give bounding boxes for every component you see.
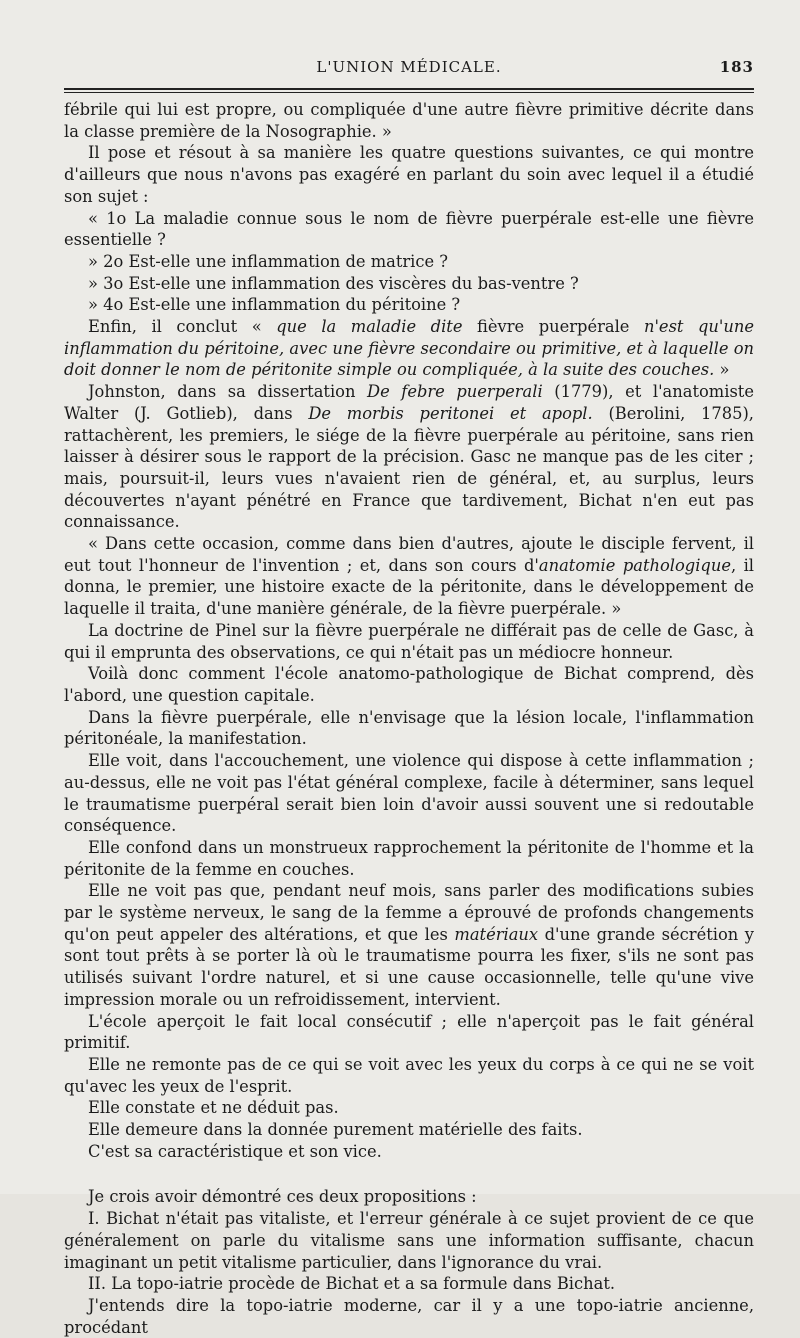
paragraph-text: fébrile qui lui est propre, ou compliquée d'une autre fièvre primitive décrite dans la classe première de la Nosographie. »: [64, 100, 754, 141]
italic-run: matériaux: [454, 924, 539, 944]
paragraph-text: Elle voit, dans l'accouchement, une violence qui dispose à cette inflammation ; au-dessus, elle ne voit pas l'état général complexe, facile à déterminer, sans lequel le traumatisme puerpéral serait bien loin d'avoir aussi souvent une si redoutable conséquence.: [64, 751, 754, 836]
paragraph: [64, 837, 754, 880]
header-rule: [64, 88, 754, 93]
question-item: [64, 294, 754, 316]
paragraph-text: C'est sa caractéristique et son vice.: [88, 1141, 382, 1161]
paragraph: [64, 1054, 754, 1097]
text-run: (Berolini, 1785), rattachèrent, les premiers, le siége de la fièvre puerpérale au péritoine, sans rien laisser à désirer sous le rapport de la précision. Gasc ne manque pas de les citer ; mais, poursuit-il, leurs vues n'avaient rien de général, et, au surplus, leurs découvertes n'ayant pénétré en France que tardivement, Bichat n'en eut pas connaissance.: [64, 403, 754, 532]
paragraph-text: « 1o La maladie connue sous le nom de fièvre puerpérale est-elle une fièvre essentielle ?: [64, 208, 754, 250]
paragraph-text: Je crois avoir démontré ces deux propositions :: [88, 1187, 477, 1207]
paragraph-text: » 4o Est-elle une inflammation du péritoine ?: [88, 295, 461, 315]
italic-run: De febre puerperali: [367, 382, 543, 402]
paragraph-text: Il pose et résout à sa manière les quatre questions suivantes, ce qui montre d'ailleurs que nous n'avons pas exagéré en parlant du soin avec lequel il a étudié son sujet :: [64, 143, 754, 206]
paragraph: [64, 880, 754, 1010]
paragraph: [64, 663, 754, 706]
question-item: [64, 208, 754, 251]
paragraph: [64, 1186, 754, 1208]
paragraph: [64, 316, 754, 381]
italic-run: anatomie pathologique: [538, 555, 731, 575]
text-run: »: [714, 360, 730, 380]
text-run: d'une grande sécrétion y sont tout prêts à se porter là où le traumatisme pourra les fixer, s'ils ne sont pas utilisés suivant l'ordre naturel, et si une cause occasionnelle, telle qu'une vive impression morale ou un refroidissement, intervient.: [64, 924, 754, 1009]
proposition-item: [64, 1208, 754, 1273]
italic-run: De morbis peritonei et apopl.: [308, 403, 593, 423]
text-run: (1779), et l'anatomiste Walter (J. Gotlieb), dans: [64, 382, 754, 423]
paragraph: [64, 1097, 754, 1119]
question-item: [64, 251, 754, 273]
paragraph-text: I. Bichat n'était pas vitaliste, et l'erreur générale à ce sujet provient de ce que généralement on parle du vitalisme sans une information suffisante, chacun imaginant un petit vitalisme particulier, dans l'ignorance du vrai.: [64, 1209, 754, 1272]
paragraph: [64, 750, 754, 837]
text-run: « Dans cette occasion, comme dans bien d'autres, ajoute le disciple fervent, il eut tout l'honneur de l'invention ; et, dans son cours d': [64, 534, 754, 575]
text-run: fièvre puerpérale: [462, 317, 644, 337]
paragraph: [64, 1295, 754, 1338]
paragraph: [64, 707, 754, 750]
paragraph: [64, 1011, 754, 1054]
page-header: [64, 48, 754, 78]
text-run: Enfin, il conclut «: [88, 317, 277, 337]
paragraph-text: J'entends dire la topo-iatrie moderne, car il y a une topo-iatrie ancienne, procédant: [64, 1295, 754, 1337]
paragraph-text: Elle demeure dans la donnée purement matérielle des faits.: [88, 1120, 583, 1140]
paragraph-text: II. La topo-iatrie procède de Bichat et a sa formule dans Bichat.: [88, 1274, 616, 1294]
paragraph: [64, 1119, 754, 1141]
paragraph-text: Dans la fièvre puerpérale, elle n'envisage que la lésion locale, l'inflammation péritonéale, la manifestation.: [64, 707, 754, 749]
page-number: 183: [719, 58, 754, 76]
paragraph-text: » 2o Est-elle une inflammation de matrice ?: [88, 251, 449, 271]
paragraph-text: L'école aperçoit le fait local consécutif ; elle n'aperçoit pas le fait général primitif.: [64, 1011, 754, 1053]
text-run: , il donna, le premier, une histoire exacte de la péritonite, dans le développement de laquelle il traita, d'une manière générale, de la fièvre puerpérale. »: [64, 555, 755, 619]
text-run: Johnston, dans sa dissertation: [88, 382, 368, 402]
running-title: L'UNION MÉDICALE.: [316, 58, 502, 76]
italic-run: n'est qu'une inflammation du péritoine, avec une fièvre secondaire ou primitive, et à laquelle on doit donner le nom de péritonite simple ou compliquée, à la suite des couches.: [64, 317, 755, 380]
italic-run: que la maladie dite: [276, 317, 463, 337]
article-body: [64, 99, 754, 1338]
paragraph-text: Elle constate et ne déduit pas.: [88, 1098, 339, 1118]
paragraph: [64, 620, 754, 663]
paragraph-text: La doctrine de Pinel sur la fièvre puerpérale ne différait pas de celle de Gasc, à qui il emprunta des observations, ce qui n'était pas un médiocre honneur.: [64, 620, 754, 662]
paragraph-text: Voilà donc comment l'école anatomo-pathologique de Bichat comprend, dès l'abord, une question capitale.: [64, 664, 754, 705]
paragraph: [64, 381, 754, 533]
paragraph: [64, 1141, 754, 1163]
text-run: Elle ne voit pas que, pendant neuf mois, sans parler des modifications subies par le système nerveux, le sang de la femme a éprouvé de profonds changements qu'on peut appeler des altérations, et que les: [64, 881, 754, 944]
proposition-item: [64, 1273, 754, 1295]
paragraph: [64, 99, 754, 142]
paragraph: [64, 533, 754, 620]
section-gap: [64, 1162, 754, 1186]
paragraph-text: Elle confond dans un monstrueux rapprochement la péritonite de l'homme et la péritonite de la femme en couches.: [64, 837, 754, 879]
paragraph-text: » 3o Est-elle une inflammation des viscères du bas-ventre ?: [88, 273, 579, 293]
paragraph-text: Elle ne remonte pas de ce qui se voit avec les yeux du corps à ce qui ne se voit qu'avec les yeux de l'esprit.: [64, 1054, 754, 1096]
paragraph: [64, 142, 754, 207]
question-item: [64, 273, 754, 295]
